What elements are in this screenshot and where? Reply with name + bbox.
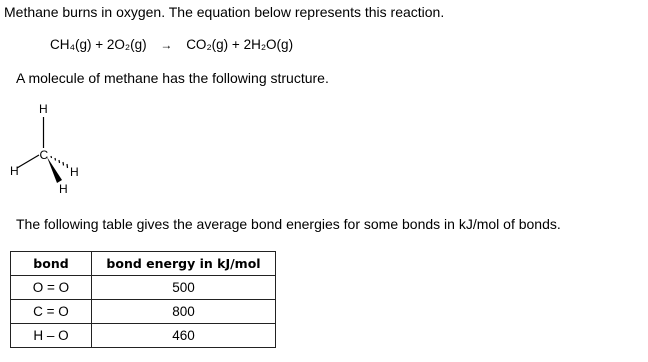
equation-products: CO₂(g) + 2H₂O(g) (186, 37, 294, 52)
molecule-description: A molecule of methane has the following structure. (16, 70, 329, 86)
reaction-equation (50, 37, 293, 53)
cell-bond-energy: 500 (92, 276, 276, 300)
atom-h-bottom: H (59, 182, 68, 196)
table-row (11, 276, 276, 300)
cell-bond-energy: 460 (92, 324, 276, 348)
table-row (11, 300, 276, 324)
cell-bond: C = O (11, 300, 92, 324)
intro-text: Methane burns in oxygen. The equation below represents this reaction. (4, 4, 445, 20)
atom-h-top: H (39, 102, 48, 116)
bond-energy-table (10, 251, 276, 348)
table-intro-text: The following table gives the average bond energies for some bonds in kJ/mol of bonds. (16, 216, 561, 232)
atom-h-right: H (70, 165, 79, 179)
atom-h-left: H (10, 164, 19, 178)
table-row (11, 324, 276, 348)
cell-bond-energy: 800 (92, 300, 276, 324)
methane-structure-diagram (4, 96, 104, 206)
atom-c: C (39, 148, 49, 162)
reaction-arrow-icon: → (160, 38, 173, 52)
cell-bond: O = O (11, 276, 92, 300)
header-bond-energy: bond energy in kJ/mol (92, 252, 276, 276)
cell-bond: H – O (11, 324, 92, 348)
header-bond: bond (11, 252, 92, 276)
table-header-row (11, 252, 276, 276)
equation-reactants: CH₄(g) + 2O₂(g) (50, 37, 147, 52)
hashed-bond-c-h-right (51, 156, 68, 168)
bond-c-h-left (17, 155, 39, 168)
